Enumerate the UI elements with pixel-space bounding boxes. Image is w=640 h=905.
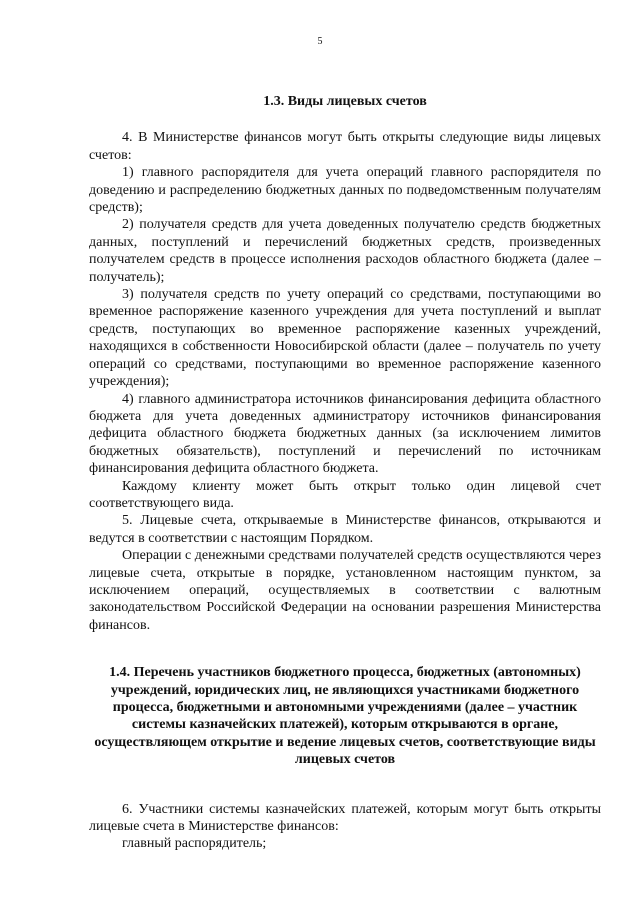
paragraph-one-account-per-client: Каждому клиенту может быть открыт только один лицевой счет соответствующего вида.	[89, 478, 601, 511]
list-item-1-main-distributor: 1) главного распорядителя для учета операций главного распорядителя по доведению и распределению бюджетных данных по подведомственным получателям средств);	[89, 165, 601, 216]
list-item-2-recipient: 2) получателя средств для учета доведенных получателю средств бюджетных данных, поступлений и перечислений бюджетных средств, произведенных получателем средств в процессе исполнения расходов областного бюджета (далее – получатель);	[89, 217, 601, 285]
list-item-4-main-administrator: 4) главного администратора источников финансирования дефицита областного бюджета для учета доведенных администратору источников финансирования дефицита областного бюджета бюджетных данных (за исключением лимитов бюджетных обязательств), поступлений и перечислений по источникам финансирования дефицита областного бюджета.	[89, 391, 601, 477]
list-item-3-recipient-temporary-funds: 3) получателя средств по учету операций со средствами, поступающими во временное распоряжение казенного учреждения для учета поступлений и выплат средств, поступающих во временное распоряжение казенных учреждений, находящихся в собственности Новосибирской области (далее – получатель по учету операций со средствами, поступающими во временное распоряжение казенного учреждения);	[89, 287, 601, 390]
paragraph-5-accounts-opened: 5. Лицевые счета, открываемые в Министерстве финансов, открываются и ведутся в соответствии с настоящим Порядком.	[89, 513, 601, 546]
page-number: 5	[317, 36, 323, 47]
paragraph-6-participants: 6. Участники системы казначейских платежей, которым могут быть открыты лицевые счета в Министерстве финансов:	[89, 801, 601, 835]
list-item-main-distributor: главный распорядитель;	[122, 836, 267, 852]
paragraph-operations-through-accounts: Операции с денежными средствами получателей средств осуществляются через лицевые счета, открытые в порядке, установленном настоящим пунктом, за исключением операций, осуществляемых в соответствии с валютным законодательством Российской Федерации на основании разрешения Министерства финансов.	[89, 548, 601, 633]
paragraph-4-intro: 4. В Министерстве финансов могут быть открыты следующие виды лицевых счетов:	[89, 130, 601, 163]
page-content	[89, 93, 601, 853]
section-1-4-title: 1.4. Перечень участников бюджетного процесса, бюджетных (автономных) учреждений, юридических лиц, не являющихся участниками бюджетного процесса, бюджетными и автономными учреждениями (далее – участник системы казначейских платежей), которым открываются в органе, осуществляющем открытие и ведение лицевых счетов, соответствующие виды лицевых счетов	[94, 665, 596, 768]
section-1-3-title: 1.3. Виды лицевых счетов	[263, 94, 427, 109]
